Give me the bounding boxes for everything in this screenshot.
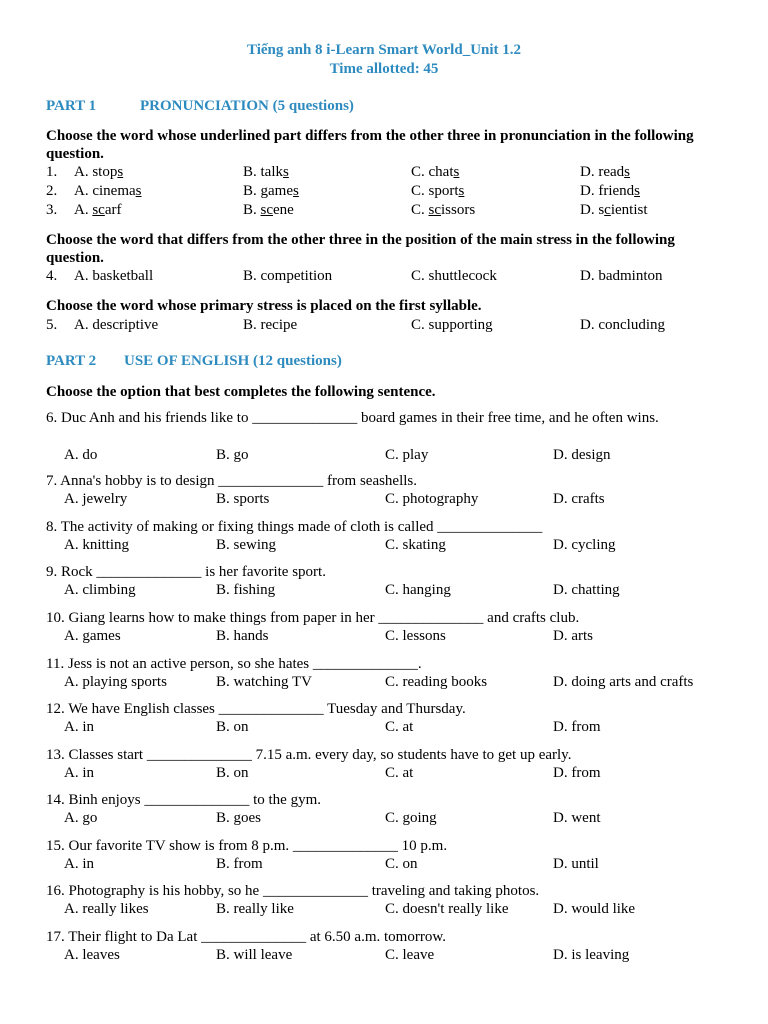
answer-option[interactable]: D. would like	[553, 901, 636, 917]
answer-options-row	[0, 946, 768, 964]
part1-instruction-3: Choose the word whose primary stress is placed on the first syllable.	[46, 298, 482, 314]
answer-option[interactable]: C. going	[385, 810, 437, 826]
answer-option[interactable]: D. doing arts and crafts	[553, 674, 694, 690]
answer-option[interactable]: D. went	[553, 810, 601, 826]
answer-options-row	[0, 673, 768, 691]
answer-option[interactable]: B. on	[216, 719, 249, 735]
question-text: 12. We have English classes ______________ Tuesday and Thursday.	[46, 701, 466, 717]
answer-option[interactable]: B. sewing	[216, 537, 276, 553]
underlined-part: sc	[92, 202, 105, 218]
question-text: 16. Photography is his hobby, so he ______________ traveling and taking photos.	[46, 883, 540, 899]
option-text-rest: ientist	[610, 202, 648, 218]
answer-option[interactable]	[411, 267, 497, 285]
answer-options-row	[0, 490, 768, 508]
underlined-part: s	[634, 183, 640, 199]
question-text: 7. Anna's hobby is to design ______________ from seashells.	[46, 473, 418, 489]
answer-option[interactable]	[580, 267, 663, 285]
question-text: 15. Our favorite TV show is from 8 p.m. ______________ 10 p.m.	[46, 838, 448, 854]
answer-option[interactable]	[74, 267, 153, 285]
answer-option[interactable]: C. reading books	[385, 674, 488, 690]
answer-option[interactable]: A. go	[64, 810, 98, 826]
answer-option[interactable]: D. is leaving	[553, 947, 630, 963]
answer-option[interactable]: A. knitting	[64, 537, 130, 553]
answer-options-row	[0, 718, 768, 736]
answer-options-row	[0, 764, 768, 782]
part1-heading	[46, 97, 354, 115]
underlined-part: c	[604, 202, 611, 218]
pronunciation-question	[0, 316, 768, 334]
answer-option[interactable]	[74, 201, 122, 219]
option-text: A. descriptive	[74, 317, 159, 333]
answer-option[interactable]	[243, 316, 297, 334]
answer-option[interactable]: D. design	[553, 447, 611, 463]
answer-options-row	[0, 627, 768, 645]
answer-option[interactable]: D. crafts	[553, 491, 605, 507]
answer-option[interactable]: A. in	[64, 719, 94, 735]
underlined-part: s	[624, 164, 630, 180]
answer-option[interactable]: A. games	[64, 628, 121, 644]
answer-option[interactable]: B. hands	[216, 628, 269, 644]
option-text: D. concluding	[580, 317, 665, 333]
underlined-part: sc	[260, 202, 274, 218]
question-number: 3.	[46, 202, 58, 218]
option-text-rest: issors	[441, 202, 476, 218]
option-text-rest: arf	[104, 202, 122, 218]
part1-instruction-2: Choose the word that differs from the other three in the position of the main stress in the following question.	[46, 232, 675, 266]
part1-title: PRONUNCIATION (5 questions)	[140, 98, 354, 114]
answer-option[interactable]: C. photography	[385, 491, 479, 507]
question-number: 2.	[46, 183, 58, 199]
answer-option[interactable]	[580, 316, 665, 334]
question-text: 11. Jess is not an active person, so she hates ______________.	[46, 656, 422, 672]
answer-option[interactable]: A. leaves	[64, 947, 120, 963]
option-text: C. sport	[411, 183, 459, 199]
part2-title: USE OF ENGLISH (12 questions)	[124, 353, 342, 369]
question-text: 6. Duc Anh and his friends like to ______________ board games in their free time, and he often wins.	[46, 410, 659, 426]
answer-option[interactable]: C. play	[385, 447, 429, 463]
answer-option[interactable]: C. at	[385, 719, 414, 735]
option-text: A. basketball	[74, 268, 154, 284]
answer-option[interactable]: B. goes	[216, 810, 261, 826]
answer-option[interactable]: D. until	[553, 856, 599, 872]
part1-label: PART 1	[46, 98, 97, 114]
underlined-part: s	[135, 183, 142, 199]
answer-option[interactable]: C. at	[385, 765, 414, 781]
underlined-part: sc	[428, 202, 442, 218]
answer-options-row	[0, 581, 768, 599]
underlined-part: s	[293, 183, 299, 199]
question-number: 4.	[46, 268, 58, 284]
option-text: B. recipe	[243, 317, 298, 333]
answer-option[interactable]	[243, 267, 332, 285]
option-text: B. competition	[243, 268, 333, 284]
part2-label: PART 2	[46, 353, 97, 369]
question-text: 14. Binh enjoys ______________ to the gym.	[46, 792, 321, 808]
answer-option[interactable]: D. arts	[553, 628, 593, 644]
part1-instruction-1: Choose the word whose underlined part differs from the other three in pronunciation in the following question.	[46, 128, 694, 162]
answer-option[interactable]: D. from	[553, 719, 601, 735]
answer-option[interactable]: B. from	[216, 856, 263, 872]
pronunciation-question	[0, 267, 768, 285]
answer-option[interactable]: B. will leave	[216, 947, 293, 963]
time-allotted: Time allotted: 45	[329, 61, 439, 77]
pronunciation-question	[0, 201, 768, 219]
question-text: 17. Their flight to Da Lat ______________ at 6.50 a.m. tomorrow.	[46, 929, 446, 945]
answer-options-row	[0, 900, 768, 918]
part2-instruction: Choose the option that best completes the following sentence.	[46, 384, 436, 400]
answer-option[interactable]	[243, 163, 289, 181]
answer-options-row	[0, 809, 768, 827]
answer-option[interactable]	[580, 201, 648, 219]
option-text: D. read	[580, 164, 625, 180]
option-text: C.	[411, 202, 429, 218]
option-text: B. game	[243, 183, 293, 199]
question-text: 8. The activity of making or fixing things made of cloth is called ______________	[46, 519, 543, 535]
answer-option[interactable]: A. playing sports	[64, 674, 167, 690]
answer-option[interactable]: A. do	[64, 447, 98, 463]
answer-option[interactable]	[580, 163, 630, 181]
part2-heading	[46, 352, 342, 370]
option-text: C. supporting	[411, 317, 493, 333]
answer-option[interactable]: B. really like	[216, 901, 294, 917]
question-number: 5.	[46, 317, 58, 333]
option-text: A. stop	[74, 164, 118, 180]
answer-option[interactable]: A. really likes	[64, 901, 149, 917]
answer-option[interactable]	[580, 182, 640, 200]
option-text: D. s	[580, 202, 605, 218]
answer-option[interactable]: A. in	[64, 856, 94, 872]
question-text: 9. Rock ______________ is her favorite sport.	[46, 564, 326, 580]
option-text: B. talk	[243, 164, 283, 180]
answer-options-row	[0, 536, 768, 554]
answer-options-row	[0, 446, 768, 464]
answer-option[interactable]: D. cycling	[553, 537, 616, 553]
answer-option[interactable]: B. go	[216, 447, 249, 463]
underlined-part: s	[453, 164, 460, 180]
answer-option[interactable]: B. sports	[216, 491, 270, 507]
answer-option[interactable]: C. lessons	[385, 628, 446, 644]
answer-option[interactable]: A. climbing	[64, 582, 136, 598]
answer-option[interactable]	[74, 163, 123, 181]
answer-option[interactable]: D. from	[553, 765, 601, 781]
option-text: D. friend	[580, 183, 635, 199]
option-text: A. cinema	[74, 183, 136, 199]
answer-option[interactable]	[411, 316, 493, 334]
answer-option[interactable]: D. chatting	[553, 582, 620, 598]
answer-option[interactable]: B. fishing	[216, 582, 276, 598]
question-text: 10. Giang learns how to make things from paper in her ______________ and crafts club.	[46, 610, 580, 626]
answer-options-row	[0, 855, 768, 873]
answer-option[interactable]	[243, 182, 299, 200]
option-text: D. badminton	[580, 268, 663, 284]
answer-option[interactable]: B. on	[216, 765, 249, 781]
option-text-rest: ene	[273, 202, 294, 218]
answer-option[interactable]: C. leave	[385, 947, 435, 963]
answer-option[interactable]	[411, 163, 459, 181]
underlined-part: s	[117, 164, 124, 180]
answer-option[interactable]: A. jewelry	[64, 491, 128, 507]
answer-option[interactable]: B. watching TV	[216, 674, 312, 690]
answer-option[interactable]	[74, 316, 158, 334]
underlined-part: s	[458, 183, 465, 199]
pronunciation-question	[0, 163, 768, 181]
answer-option[interactable]	[411, 201, 475, 219]
underlined-part: s	[283, 164, 289, 180]
answer-option[interactable]: C. doesn't really like	[385, 901, 509, 917]
answer-option[interactable]: C. hanging	[385, 582, 451, 598]
answer-option[interactable]: C. on	[385, 856, 418, 872]
answer-option[interactable]: C. skating	[385, 537, 446, 553]
option-text: A.	[74, 202, 93, 218]
answer-option[interactable]: A. in	[64, 765, 94, 781]
option-text: C. shuttlecock	[411, 268, 497, 284]
answer-option[interactable]	[74, 182, 141, 200]
option-text: C. chat	[411, 164, 454, 180]
option-text: B.	[243, 202, 261, 218]
question-text: 13. Classes start ______________ 7.15 a.m. every day, so students have to get up early.	[46, 747, 572, 763]
answer-option[interactable]	[243, 201, 294, 219]
answer-option[interactable]	[411, 182, 464, 200]
pronunciation-question	[0, 182, 768, 200]
worksheet-title: Tiếng anh 8 i-Learn Smart World_Unit 1.2	[246, 42, 522, 58]
question-number: 1.	[46, 164, 58, 180]
